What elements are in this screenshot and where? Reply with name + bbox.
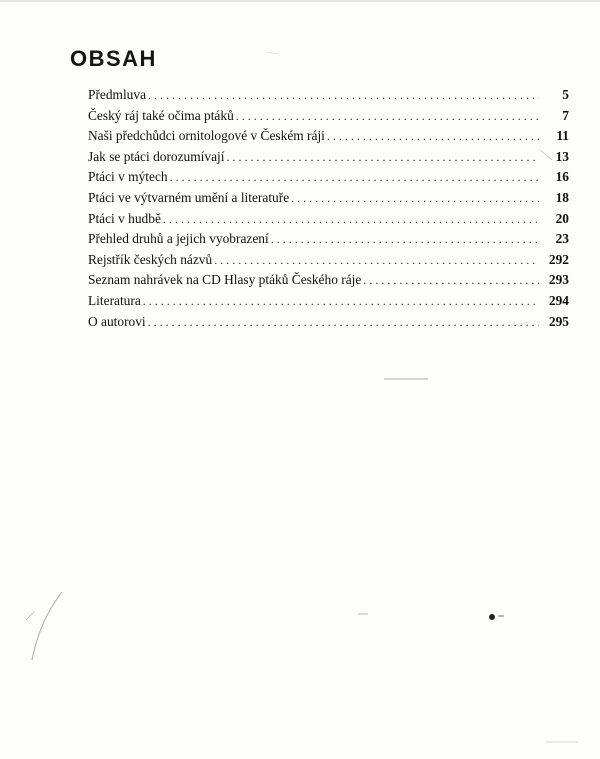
- toc-entry-page: 18: [555, 189, 569, 205]
- toc-entry-page: 5: [562, 87, 569, 102]
- dot-leader: [148, 85, 539, 106]
- dot-leader: [226, 147, 539, 168]
- toc-entry-page: 7: [562, 107, 569, 123]
- toc-entry-page: 23: [555, 231, 569, 247]
- toc-entry-title: Přehled druhů a jejich vyobrazení: [88, 231, 269, 247]
- toc-entry-page: 293: [548, 272, 569, 288]
- dot-leader: [363, 270, 539, 291]
- toc-entry-page: 11: [556, 128, 569, 144]
- toc-entry-title: Naši předchůdci ornitologové v Českém ráji: [88, 128, 325, 144]
- dot-leader: [143, 291, 539, 312]
- toc-entry[interactable]: [88, 250, 569, 271]
- toc-entry-title: Literatura: [88, 292, 141, 308]
- toc-entry[interactable]: [88, 312, 569, 333]
- toc-entry-title: Předmluva: [88, 87, 147, 102]
- toc-entry-page: 20: [555, 210, 569, 226]
- toc-entry[interactable]: [88, 106, 569, 127]
- toc-entry[interactable]: [88, 167, 569, 188]
- dot-leader: [236, 106, 539, 127]
- toc-entry-title: Seznam nahrávek na CD Hlasy ptáků Českého ráje: [88, 272, 362, 288]
- toc-entry-page: 292: [548, 251, 569, 267]
- ink-spot: [489, 614, 495, 620]
- page-title: OBSAH: [70, 46, 157, 71]
- scan-line: [26, 612, 34, 620]
- dot-leader: [327, 126, 539, 147]
- toc-entry-page: 13: [555, 148, 569, 164]
- toc-entry-title: Český ráj také očima ptáků: [88, 107, 234, 123]
- toc-entry-title: O autorovi: [88, 313, 146, 329]
- toc-entry[interactable]: [88, 229, 569, 250]
- toc-entry[interactable]: [88, 85, 569, 106]
- toc-entry[interactable]: [88, 126, 569, 147]
- toc-entry-title: Ptáci v mýtech: [88, 169, 168, 185]
- toc-entry-title: Jak se ptáci dorozumívají: [88, 148, 225, 164]
- dot-leader: [271, 229, 539, 250]
- dot-leader: [170, 167, 539, 188]
- scan-curve: [32, 592, 62, 660]
- toc-entry[interactable]: [88, 291, 569, 312]
- toc-entry-title: Ptáci v hudbě: [88, 210, 161, 226]
- dot-leader: [163, 209, 539, 230]
- toc-entry-title: Rejstřík českých názvů: [88, 251, 213, 267]
- toc-entry[interactable]: [88, 209, 569, 230]
- toc-entry[interactable]: [88, 188, 569, 209]
- scan-line: [266, 52, 278, 54]
- page-top-edge: [0, 0, 600, 2]
- dot-leader: [214, 250, 539, 271]
- toc-entry-page: 16: [555, 169, 569, 185]
- dot-leader: [148, 312, 539, 333]
- dot-leader: [291, 188, 539, 209]
- toc-entry-page: 294: [548, 292, 569, 308]
- toc-entry[interactable]: [88, 147, 569, 168]
- toc-entry-title: Ptáci ve výtvarném umění a literatuře: [88, 189, 290, 205]
- table-of-contents: [88, 85, 569, 332]
- toc-entry[interactable]: [88, 270, 569, 291]
- toc-entry-page: 295: [548, 313, 569, 329]
